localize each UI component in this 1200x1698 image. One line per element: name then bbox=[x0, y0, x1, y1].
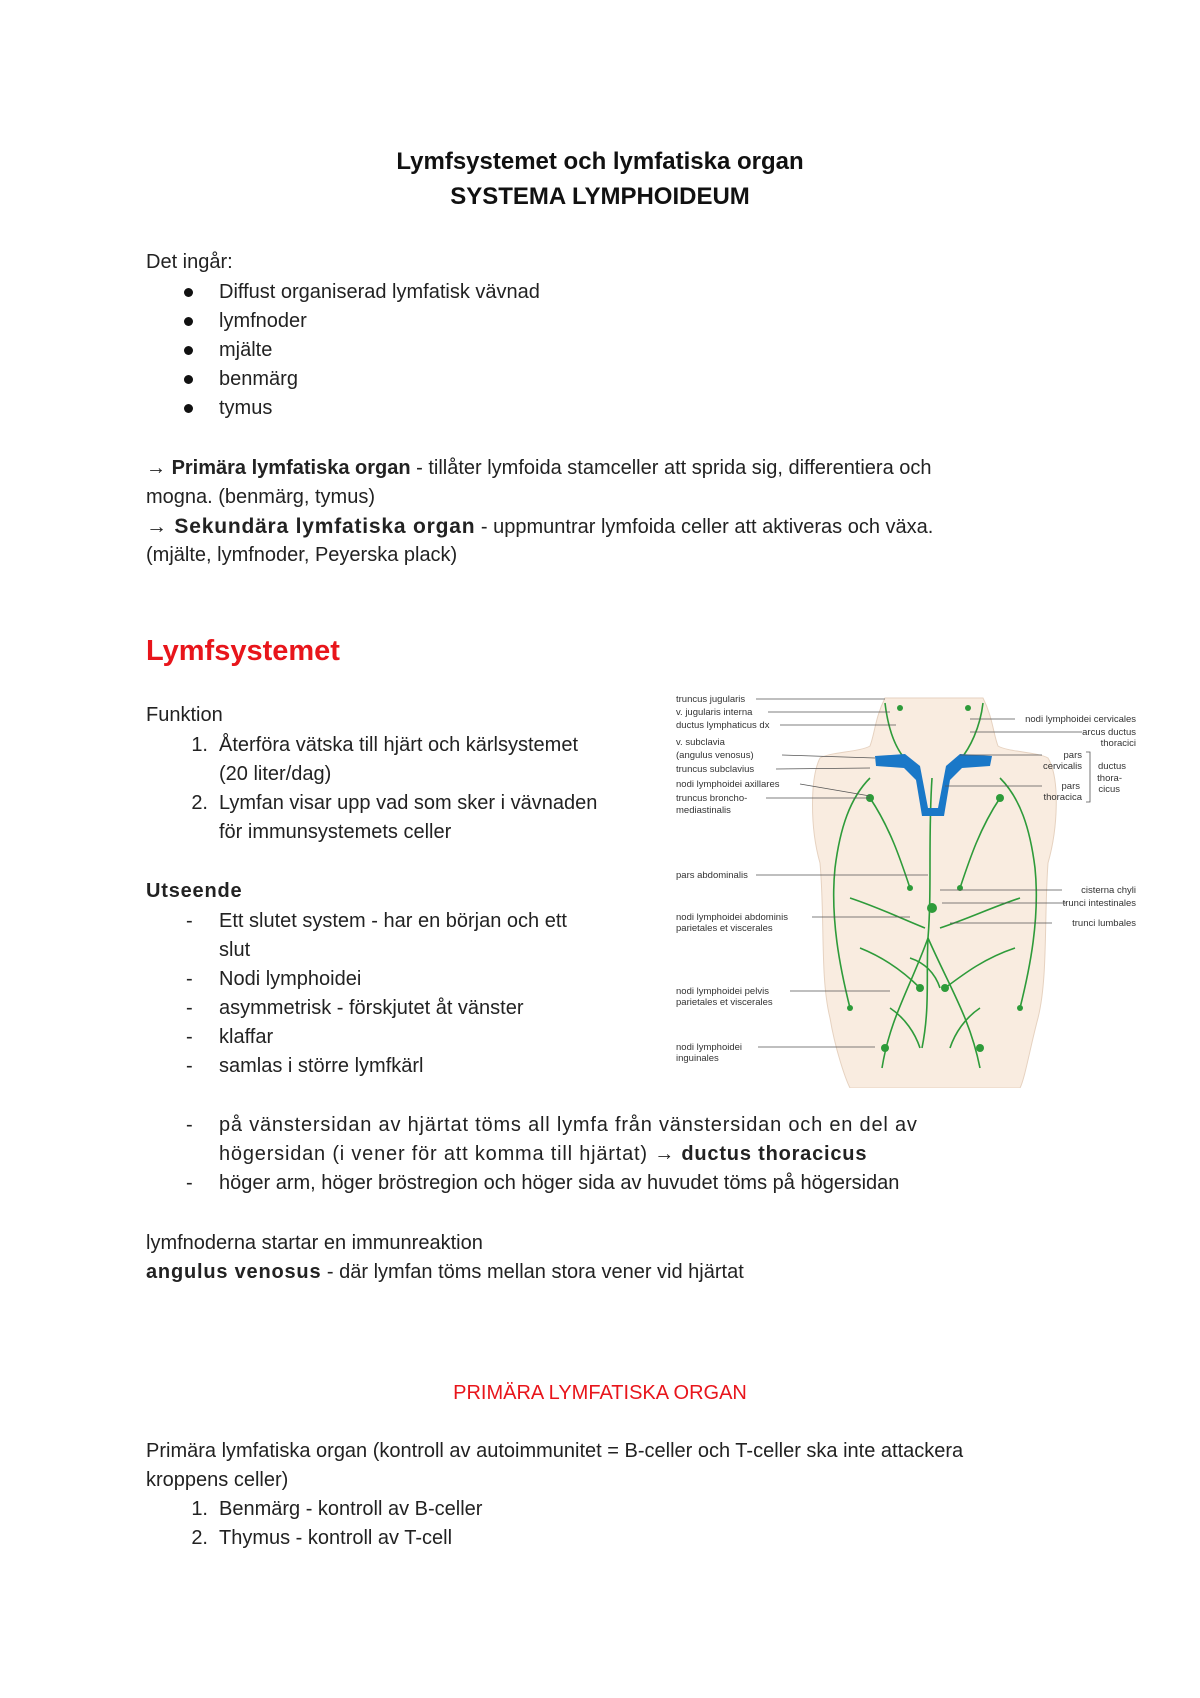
dash-bullet: - bbox=[186, 910, 193, 932]
immun-line: lymfnoderna startar en immunreaktion bbox=[146, 1232, 483, 1254]
fig-label: nodi lymphoidei abdominis bbox=[676, 912, 788, 923]
utseende-label: Utseende bbox=[146, 880, 243, 902]
bullet-icon bbox=[184, 346, 193, 355]
list-number: 1. bbox=[191, 734, 208, 756]
fig-label: truncus jugularis bbox=[676, 694, 746, 705]
bullet-icon bbox=[184, 375, 193, 384]
secondary-organs-term: → Sekundära lymfatiska organ bbox=[146, 515, 476, 538]
funktion-item: Återföra vätska till hjärt och kärlsystemet bbox=[219, 734, 579, 756]
fig-label: parietales et viscerales bbox=[676, 997, 773, 1008]
fig-label: cicus bbox=[1098, 784, 1120, 795]
secondary-organs-line bbox=[146, 512, 933, 542]
fig-label: nodi lymphoidei bbox=[676, 1042, 743, 1053]
angulus-term: angulus venosus bbox=[146, 1261, 322, 1283]
fig-label: nodi lymphoidei axillares bbox=[676, 779, 780, 790]
fig-label: (angulus venosus) bbox=[676, 750, 754, 761]
intro-item: tymus bbox=[219, 397, 273, 419]
funktion-item-cont: för immunsystemets celler bbox=[219, 821, 452, 843]
primary-para: Primära lymfatiska organ (kontroll av autoimmunitet = B-celler och T-celler ska inte attackera bbox=[146, 1440, 964, 1462]
intro-item: benmärg bbox=[219, 368, 298, 390]
dash-bullet: - bbox=[186, 1055, 193, 1077]
fig-label: cervicalis bbox=[1042, 761, 1082, 772]
fig-label: pars bbox=[1061, 781, 1080, 792]
list-number: 1. bbox=[191, 1498, 208, 1520]
fig-label: pars bbox=[1063, 750, 1082, 761]
fig-label: nodi lymphoidei pelvis bbox=[676, 986, 769, 997]
utseende-item: samlas i större lymfkärl bbox=[219, 1055, 424, 1077]
list-number: 2. bbox=[191, 792, 208, 814]
funktion-item-cont: (20 liter/dag) bbox=[219, 763, 332, 785]
utseende-item: Nodi lymphoidei bbox=[219, 968, 362, 990]
document-subtitle: SYSTEMA LYMPHOIDEUM bbox=[450, 183, 750, 210]
fig-label: ductus bbox=[1098, 761, 1126, 772]
dash-bullet: - bbox=[186, 1114, 193, 1136]
secondary-organs-desc: - uppmuntrar lymfoida celler att aktiveras och växa. bbox=[475, 516, 934, 538]
fig-label: truncus subclavius bbox=[676, 764, 755, 775]
utseende-item-cont: slut bbox=[219, 939, 251, 961]
torso-silhouette bbox=[813, 698, 1057, 1088]
angulus-line bbox=[146, 1258, 744, 1287]
fig-label: thoracica bbox=[1043, 792, 1082, 803]
utseende-item: Ett slutet system - har en början och ett bbox=[219, 910, 567, 932]
bullet-icon bbox=[184, 404, 193, 413]
fig-label: truncus broncho- bbox=[676, 793, 748, 804]
primary-organs-line bbox=[146, 454, 932, 483]
primary-organs-term: Primära lymfatiska organ bbox=[171, 457, 411, 479]
arrow-icon: → bbox=[146, 457, 166, 479]
drainage-item: på vänstersidan av hjärtat töms all lymfa från vänstersidan och en del av bbox=[219, 1114, 918, 1136]
dash-bullet: - bbox=[186, 1026, 193, 1048]
primary-para-cont: kroppens celler) bbox=[146, 1469, 289, 1491]
secondary-organs-line2: (mjälte, lymfnoder, Peyerska plack) bbox=[146, 544, 458, 566]
utseende-item: klaffar bbox=[219, 1026, 274, 1048]
bullet-icon bbox=[184, 317, 193, 326]
fig-label: v. jugularis interna bbox=[676, 707, 753, 718]
primary-organs-line2: mogna. (benmärg, tymus) bbox=[146, 486, 375, 508]
intro-item: lymfnoder bbox=[219, 310, 307, 332]
dash-bullet: - bbox=[186, 997, 193, 1019]
document-title: Lymfsystemet och lymfatiska organ bbox=[396, 148, 804, 175]
bullet-icon bbox=[184, 288, 193, 297]
drainage-item-cont bbox=[219, 1140, 867, 1169]
list-number: 2. bbox=[191, 1527, 208, 1549]
section-heading-lymfsystemet: Lymfsystemet bbox=[146, 635, 340, 667]
fig-label: ductus lymphaticus dx bbox=[676, 720, 770, 731]
fig-label: mediastinalis bbox=[676, 805, 731, 816]
fig-label: v. subclavia bbox=[676, 737, 725, 748]
drainage-text: högersidan (i vener för att komma till hjärtat) → bbox=[219, 1143, 682, 1165]
funktion-item: Lymfan visar upp vad som sker i vävnaden bbox=[219, 792, 598, 814]
fig-label: inguinales bbox=[676, 1053, 719, 1064]
primary-item: Thymus - kontroll av T-cell bbox=[219, 1527, 453, 1549]
dash-bullet: - bbox=[186, 968, 193, 990]
funktion-label: Funktion bbox=[146, 704, 223, 726]
intro-label: Det ingår: bbox=[146, 251, 233, 273]
fig-label: trunci intestinales bbox=[1062, 898, 1136, 909]
fig-label: cisterna chyli bbox=[1081, 885, 1136, 896]
figure-labels-left bbox=[676, 694, 788, 1064]
primary-organs-desc: - tillåter lymfoida stamceller att sprida sig, differentiera och bbox=[410, 457, 932, 479]
angulus-desc: - där lymfan töms mellan stora vener vid hjärtat bbox=[321, 1261, 744, 1283]
fig-label: nodi lymphoidei cervicales bbox=[1025, 714, 1136, 725]
ductus-thoracicus-term: ductus thoracicus bbox=[681, 1143, 868, 1165]
section-heading-primary: PRIMÄRA LYMFATISKA ORGAN bbox=[453, 1382, 747, 1404]
fig-label: arcus ductus bbox=[1082, 727, 1136, 738]
primary-item: Benmärg - kontroll av B-celler bbox=[219, 1498, 483, 1520]
fig-label: thoracici bbox=[1100, 738, 1136, 749]
fig-label: pars abdominalis bbox=[676, 870, 748, 881]
lymphatic-system-figure bbox=[670, 688, 1142, 1088]
intro-item: Diffust organiserad lymfatisk vävnad bbox=[219, 281, 540, 303]
drainage-item: höger arm, höger bröstregion och höger sida av huvudet töms på högersidan bbox=[219, 1172, 900, 1194]
dash-bullet: - bbox=[186, 1172, 193, 1194]
fig-label: thora- bbox=[1097, 773, 1122, 784]
fig-label: parietales et viscerales bbox=[676, 923, 773, 934]
intro-item: mjälte bbox=[219, 339, 273, 361]
utseende-item: asymmetrisk - förskjutet åt vänster bbox=[219, 997, 524, 1019]
fig-label: trunci lumbales bbox=[1072, 918, 1136, 929]
